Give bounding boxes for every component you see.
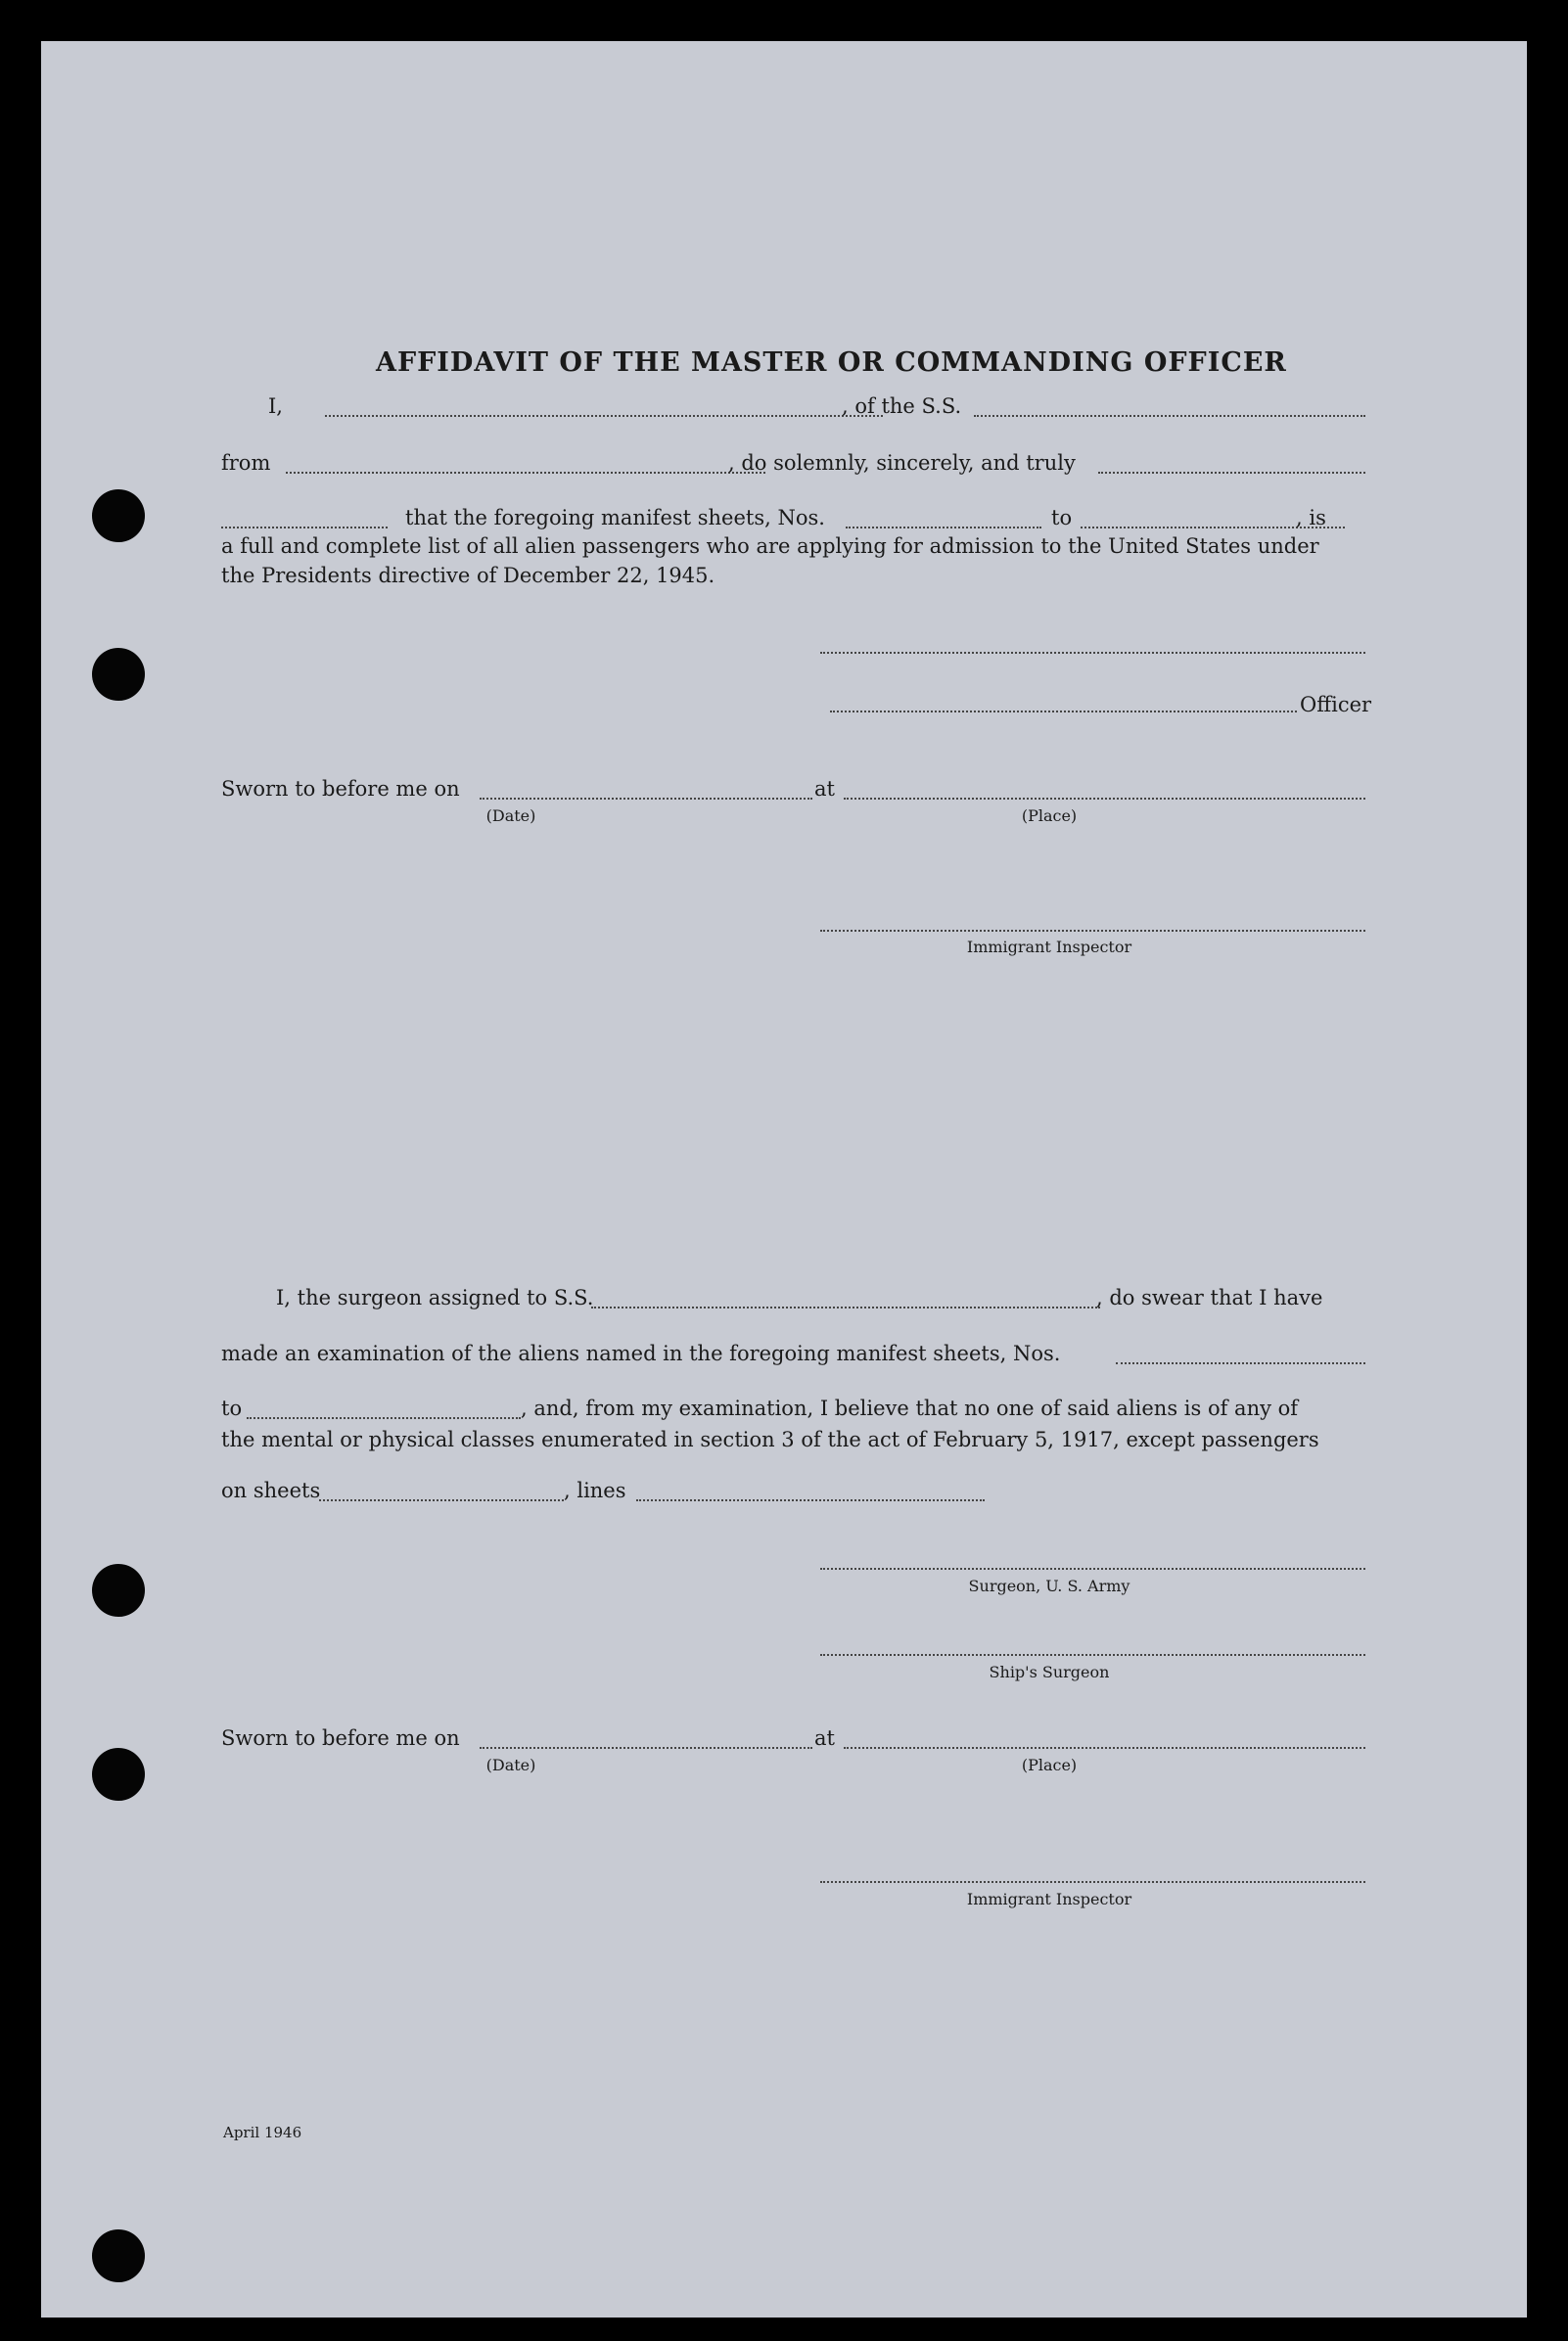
surgeon-sworn-date-field[interactable]	[480, 1747, 812, 1749]
punch-hole	[92, 2229, 145, 2282]
surgeon-line1-prefix: I, the surgeon assigned to S.S.	[276, 1286, 594, 1309]
exception-sheets-field[interactable]	[319, 1499, 564, 1501]
master-date-label: (Date)	[485, 806, 536, 825]
punch-hole	[92, 1564, 145, 1617]
army-surgeon-label: Surgeon, U. S. Army	[968, 1577, 1130, 1595]
master-line1-mid: , of the S.S.	[842, 394, 962, 418]
surgeon-vessel-field[interactable]	[591, 1307, 1100, 1308]
master-inspector-signature-line[interactable]	[820, 930, 1365, 932]
surgeon-sworn-at: at	[814, 1726, 835, 1750]
master-line2-mid: , do solemnly, sincerely, and truly	[728, 451, 1076, 475]
surgeon-sworn-place-field[interactable]	[844, 1747, 1365, 1749]
sheets-from-field[interactable]	[846, 527, 1041, 528]
surgeon-sheets-from-field[interactable]	[1116, 1362, 1365, 1364]
surgeon-sheets-to-field[interactable]	[247, 1417, 521, 1419]
master-line3-mid: that the foregoing manifest sheets, Nos.	[405, 506, 825, 529]
surgeon-place-label: (Place)	[1021, 1756, 1078, 1774]
punch-hole	[92, 489, 145, 542]
master-line4: a full and complete list of all alien passengers who are applying for admission to the United States under	[221, 534, 1319, 558]
punch-hole	[92, 648, 145, 701]
master-sworn-prefix: Sworn to before me on	[221, 777, 460, 801]
master-sworn-place-field[interactable]	[844, 798, 1365, 800]
surgeon-line5-prefix: on sheets	[221, 1479, 321, 1502]
form-title: AFFIDAVIT OF THE MASTER OR COMMANDING OFFICER	[376, 347, 1287, 378]
master-line2-prefix: from	[221, 451, 271, 475]
master-line3-to: to	[1051, 506, 1073, 529]
master-place-label: (Place)	[1021, 806, 1078, 825]
surgeon-line1-end: , do swear that I have	[1096, 1286, 1323, 1309]
ship-surgeon-signature-line[interactable]	[820, 1654, 1365, 1656]
from-port-field[interactable]	[286, 472, 765, 474]
surgeon-inspector-label: Immigrant Inspector	[966, 1890, 1132, 1908]
army-surgeon-signature-line[interactable]	[820, 1568, 1365, 1570]
surgeon-line4: the mental or physical classes enumerated in section 3 of the act of February 5, 1917, except passengers	[221, 1428, 1319, 1451]
surgeon-inspector-signature-line[interactable]	[820, 1881, 1365, 1883]
vessel-name-field[interactable]	[974, 415, 1365, 417]
officer-signature-line-2[interactable]	[830, 711, 1297, 712]
punch-hole	[92, 1748, 145, 1801]
exception-lines-field[interactable]	[636, 1499, 985, 1501]
surgeon-line2: made an examination of the aliens named in the foregoing manifest sheets, Nos.	[221, 1342, 1061, 1365]
affirm-field[interactable]	[221, 527, 388, 528]
master-name-field[interactable]	[325, 415, 883, 417]
master-inspector-label: Immigrant Inspector	[966, 938, 1132, 956]
document-page	[41, 41, 1527, 2318]
master-sworn-at: at	[814, 777, 835, 801]
surgeon-line3-prefix: to	[221, 1397, 243, 1420]
form-revision-date: April 1946	[223, 2124, 302, 2141]
surgeon-line3-mid: , and, from my examination, I believe that no one of said aliens is of any of	[521, 1397, 1299, 1420]
surgeon-date-label: (Date)	[485, 1756, 536, 1774]
master-sworn-date-field[interactable]	[480, 798, 812, 800]
master-line1-prefix: I,	[268, 394, 283, 418]
oath-field[interactable]	[1098, 472, 1365, 474]
master-line5: the Presidents directive of December 22, 1945.	[221, 564, 715, 587]
surgeon-sworn-prefix: Sworn to before me on	[221, 1726, 460, 1750]
officer-signature-line-1[interactable]	[820, 652, 1365, 654]
ship-surgeon-label: Ship's Surgeon	[989, 1663, 1110, 1681]
master-line3-end: , is	[1296, 506, 1326, 529]
officer-label: Officer	[1300, 693, 1372, 716]
surgeon-line5-mid: , lines	[564, 1479, 626, 1502]
